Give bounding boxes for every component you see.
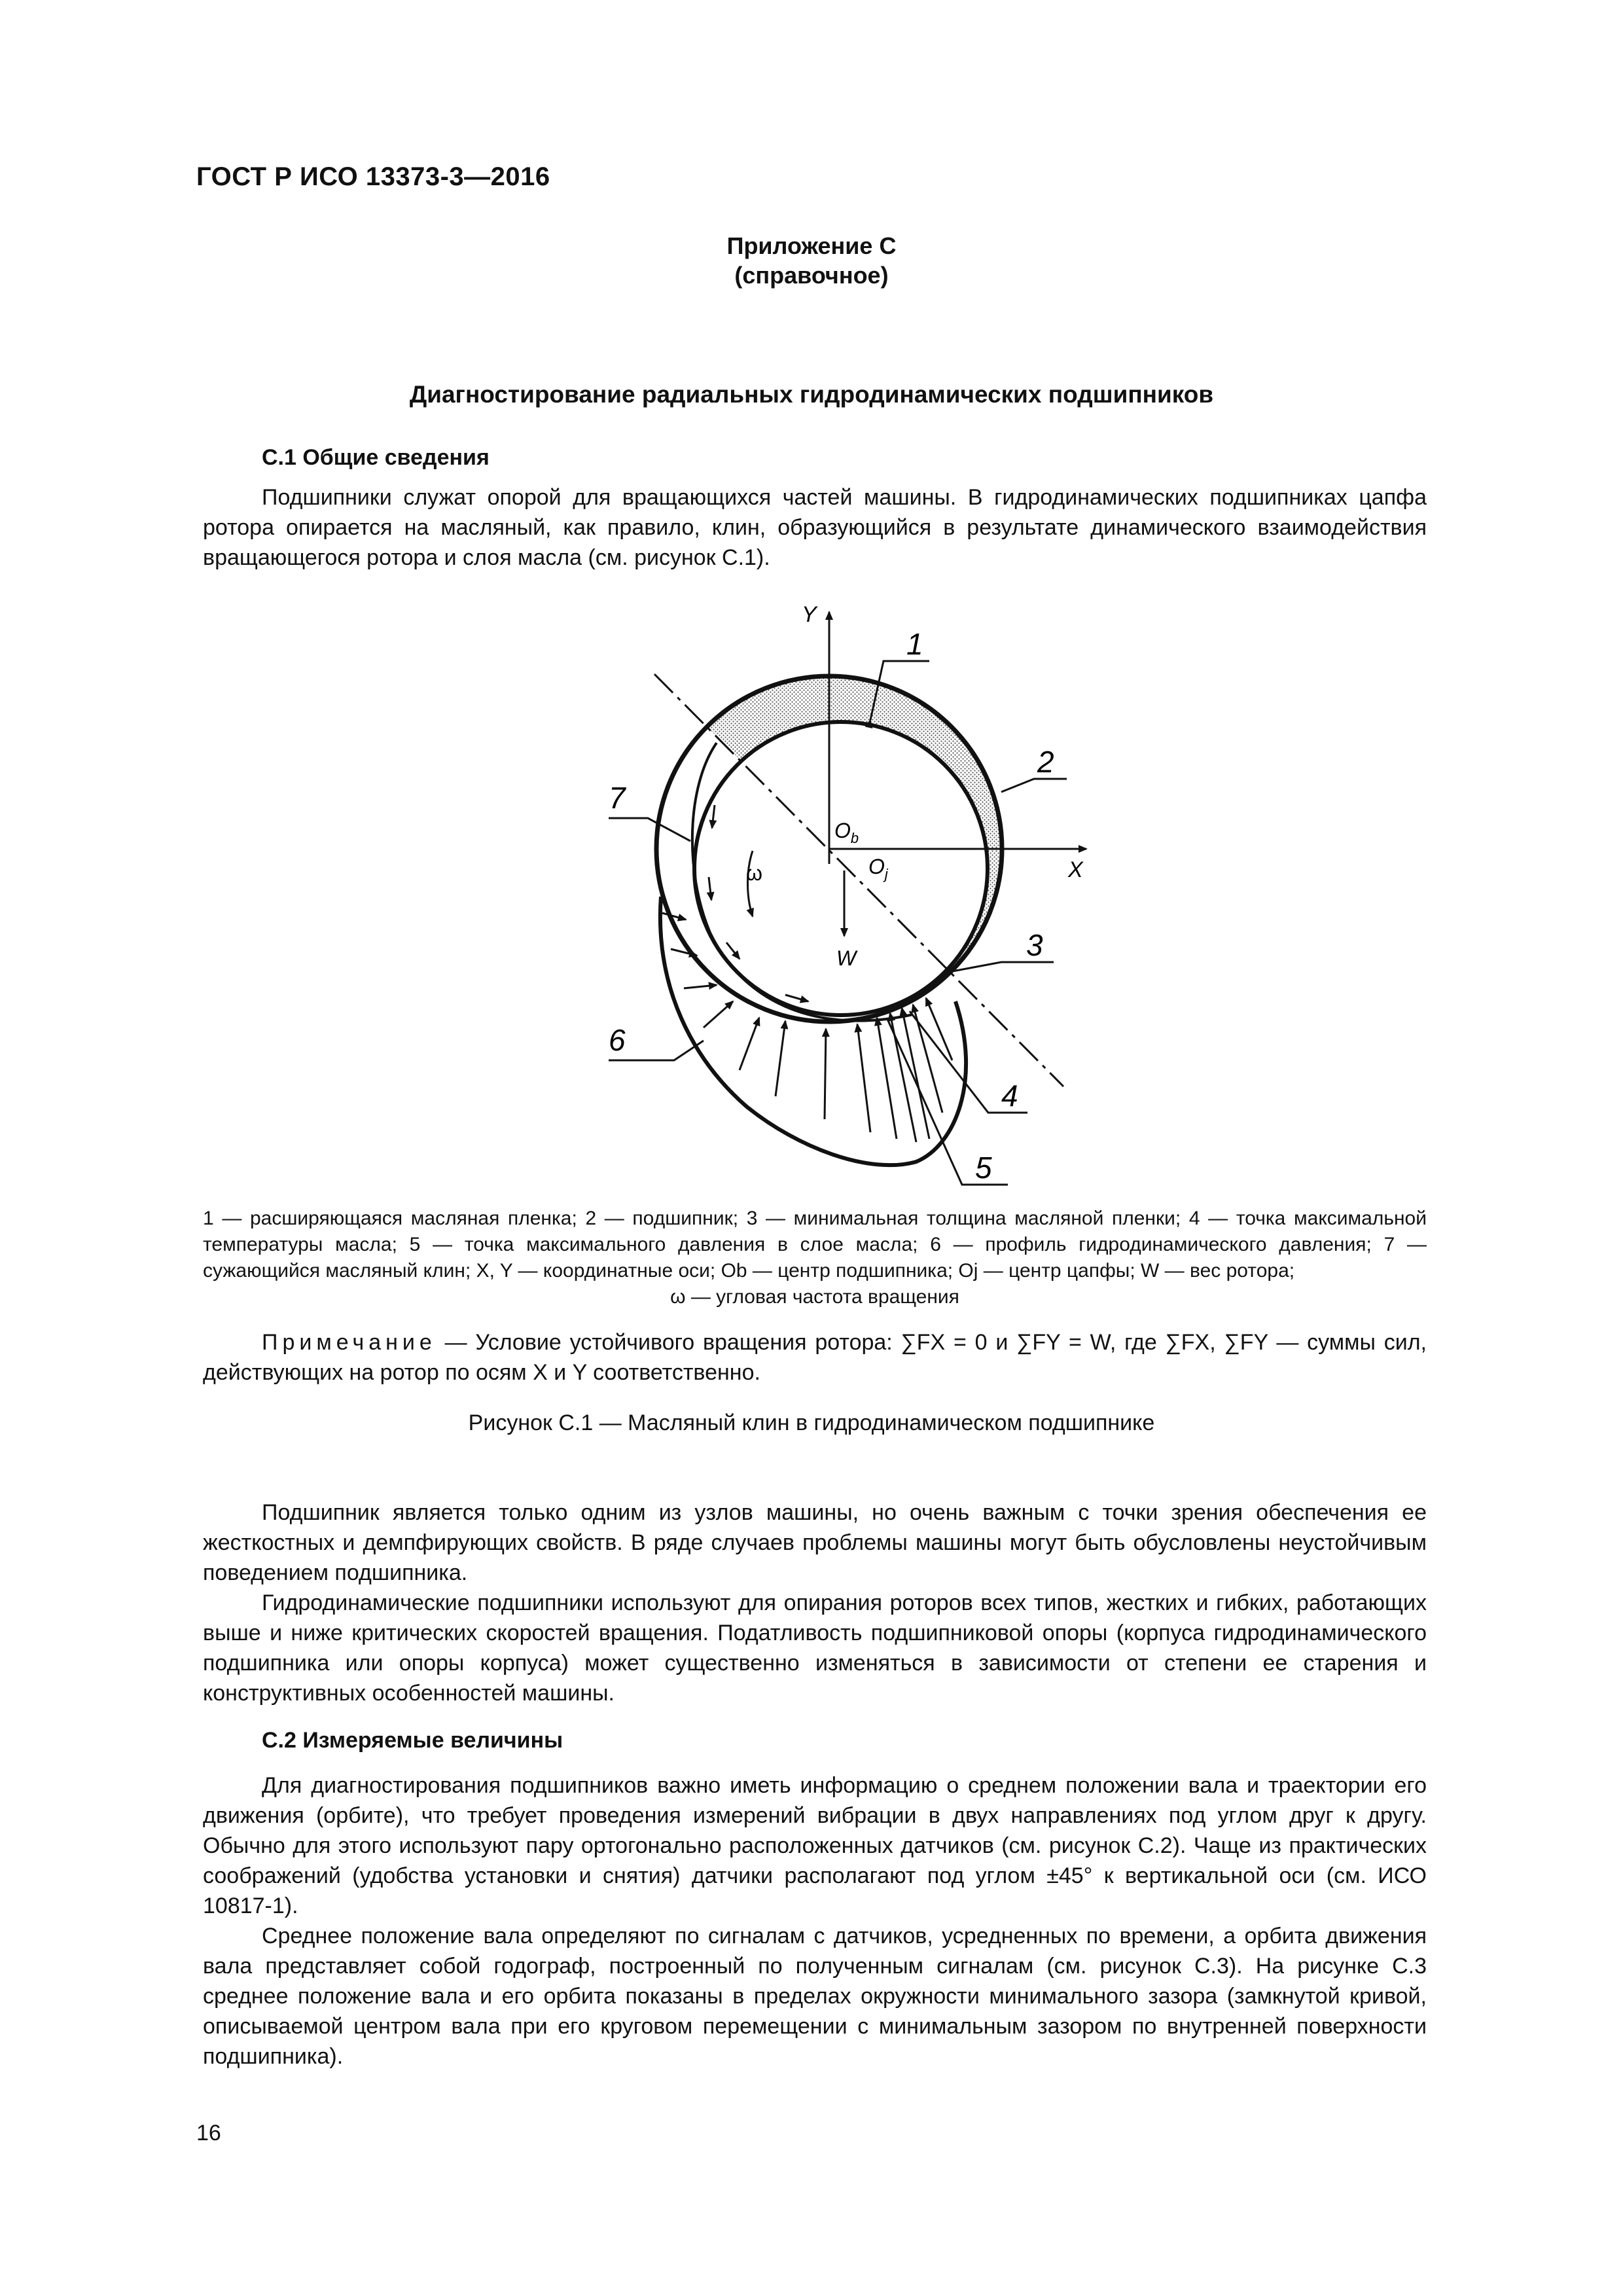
axis-y-label: Y [802, 602, 817, 627]
label-2: 2 [1037, 745, 1054, 779]
annex-type: (справочное) [734, 262, 889, 289]
section-1-paragraph [203, 482, 1427, 573]
figure-note [203, 1327, 1427, 1388]
standard-header: ГОСТ Р ИСО 13373-3—2016 [196, 162, 550, 191]
annex-title: Приложение С [726, 232, 897, 259]
paragraph-text: Гидродинамические подшипники используют для опирания роторов всех типов, жестких и гибких, работающих выше и ниже критических скоростей вращения. Податливость подшипниковой опоры (корпуса гидродинамического подшипника или опоры корпуса) может существенно изменяться в зависимости от степени ее старения и конструктивных особенностей машины. [203, 1590, 1427, 1706]
figure-legend [203, 1206, 1427, 1310]
paragraph-text: Для диагностирования подшипников важно иметь информацию о среднем положении вала и траектории его движения (орбите), что требует проведения измерений вибрации в двух направлениях под углом друг к другу. Обычно для этого используют пару ортогонально расположенных датчиков (см. рисунок С.2). Чаще из практических соображений (удобства установки и снятия) датчики располагают под углом ±45° к вертикальной оси (см. ИСО 10817-1). [203, 1773, 1427, 1918]
note-text: — Условие устойчивого вращения ротора: ∑FX = 0 и ∑FY = W, где ∑FX, ∑FY — суммы сил, действующих на ротор по осям X и Y соответственно. [203, 1330, 1427, 1385]
center-bearing-label: $O_b$ [834, 819, 859, 846]
paragraph-text: Среднее положение вала определяют по сигналам с датчиков, усредненных по времени, а орбита движения вала представляет собой годограф, построенный по полученным сигналам (см. рисунок С.3). На рисунке С.3 среднее положение вала и его орбита показаны в пределах окружности минимального зазора (замкнутой кривой, описываемой центром вала при его круговом перемещении с минимальным зазором по внутренней поверхности подшипника). [203, 1924, 1427, 2069]
label-6: 6 [609, 1023, 626, 1057]
axis-x-label: X [1068, 857, 1083, 882]
center-journal-label: $O_j$ [868, 855, 888, 882]
label-4: 4 [1001, 1079, 1018, 1113]
label-3: 3 [1026, 928, 1043, 962]
label-5: 5 [975, 1151, 992, 1185]
legend-text-last: ω — угловая частота вращения [670, 1286, 959, 1308]
legend-text: 1 — расширяющаяся масляная пленка; 2 — подшипник; 3 — минимальная толщина масляной пленки; 4 — точка максимальной температуры масла; 5 — точка максимального давления в слое масла; 6 — профиль гидродинамического давления; 7 — сужающийся масляный клин; X, Y — координатные оси; Ob — центр подшипника; Oj — центр цапфы; W — вес ротора; [203, 1208, 1427, 1282]
paragraph-text: Подшипник является только одним из узлов машины, но очень важным с точки зрения обеспечения ее жесткостных и демпфирующих свойств. В ряде случаев проблемы машины могут быть обусловлены неустойчивым поведением подшипника. [203, 1500, 1427, 1585]
label-1: 1 [906, 627, 923, 661]
figure-caption: Рисунок С.1 — Масляный клин в гидродинамическом подшипнике [468, 1410, 1155, 1435]
main-title: Диагностирование радиальных гидродинамических подшипников [409, 381, 1214, 408]
weight-label: W [836, 946, 857, 970]
label-7: 7 [609, 781, 626, 815]
page-number: 16 [196, 2121, 221, 2145]
figure-oil-wedge [576, 589, 1152, 1211]
paragraph-text: Подшипники служат опорой для вращающихся частей машины. В гидродинамических подшипниках цапфа ротора опирается на масляный, как правило, клин, образующийся в результате динамического взаимодействия вращающегося ротора и слоя масла (см. рисунок С.1). [203, 485, 1427, 570]
section-1-heading: С.1 Общие сведения [262, 445, 490, 470]
body-paragraphs [203, 1498, 1427, 1708]
section-2-heading: С.2 Измеряемые величины [262, 1728, 563, 1753]
note-lead: Примечание [262, 1330, 437, 1355]
section-2-paragraphs [203, 1770, 1427, 2072]
omega-label: ω [746, 861, 762, 885]
